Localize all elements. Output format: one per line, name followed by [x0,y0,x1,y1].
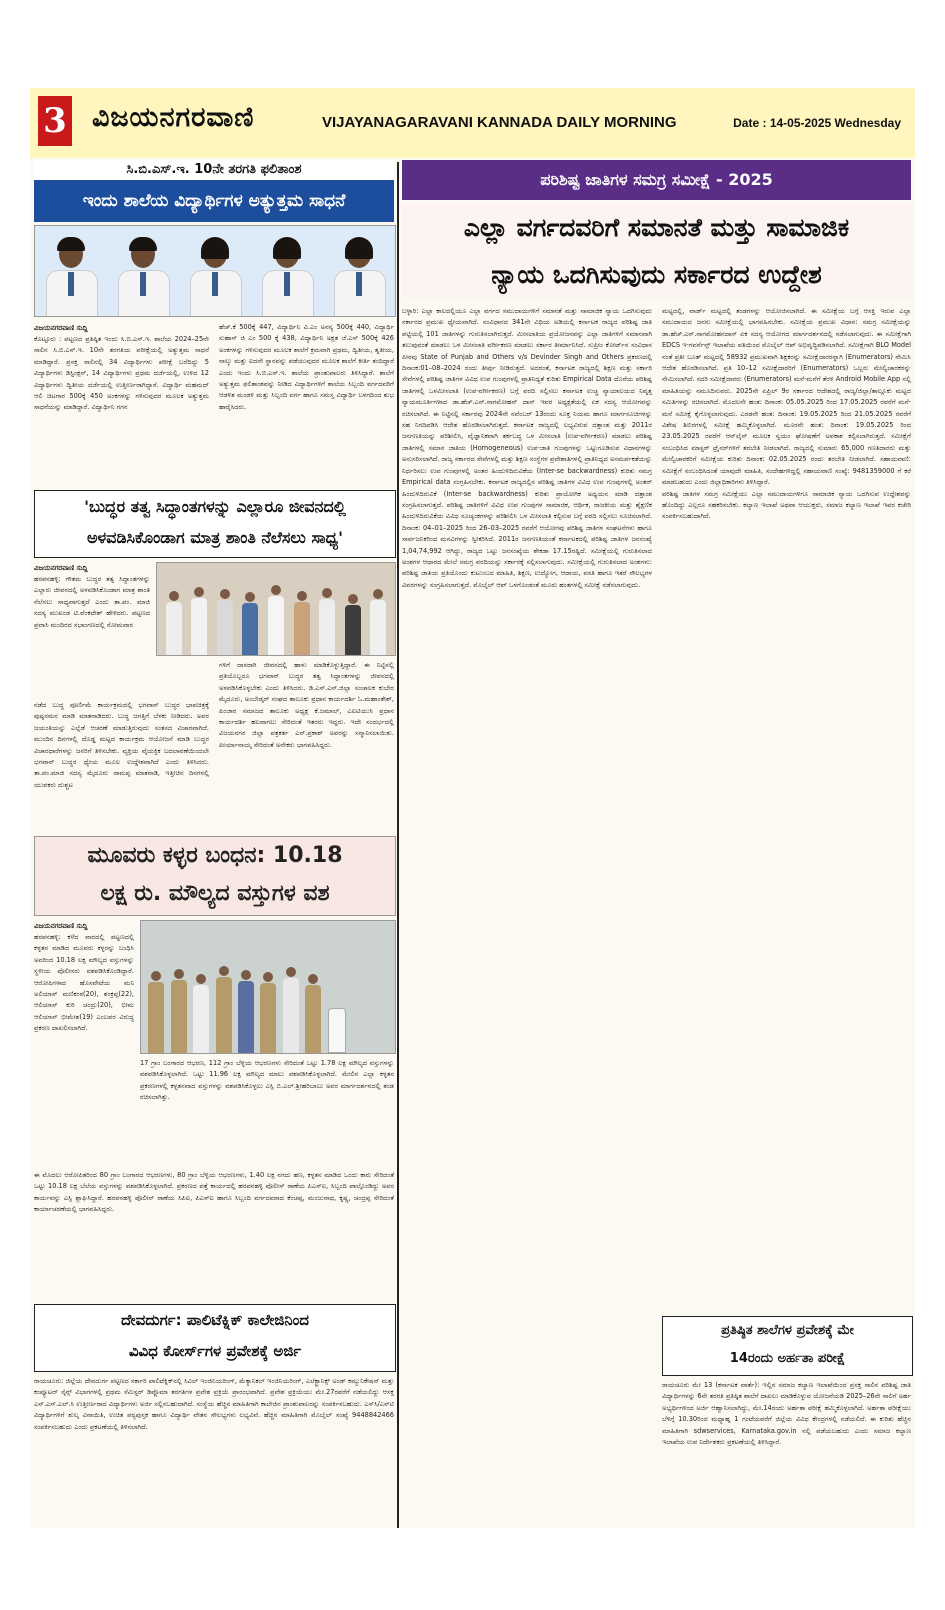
student-figure [114,234,172,316]
page-number: 3 [38,96,72,146]
main-story-headline-line2: ನ್ಯಾಯ ಒದಗಿಸುವುದು ಸರ್ಕಾರದ ಉದ್ದೇಶ [491,260,822,289]
story3-headline-line1: ಮೂವರು ಕಳ್ಳರ ಬಂಧನ: 10.18 [87,843,343,868]
buddha-purnima-photo [156,562,396,656]
story1-column-1 [34,322,209,486]
main-story-text-c: ಪರಿಶಿಷ್ಟ ಜಾತಿಗಳ ಸಮಗ್ರ ಸಮೀಕ್ಷೆಯು ಎಲ್ಲಾ ಸಮುದಾಯಗಳಿಗೂ ಸಾಮಾಜಿಕ ನ್ಯಾಯ ಒದಗಿಸುವ ಉದ್ದೇಶವನ್ನು ಹೊಂದಿದ್ದು ಎಲ್ಲರೂ ಸಹಕರಿಸಬೇಕು. ಕಲ್ಯಾಣ ಇಲಾಖೆ ಅಥವಾ ಆಯುಕ್ತರು, ಸಮಾಜ ಕಲ್ಯಾಣ ಇಲಾಖೆ ಇವರ ಕಚೇರಿ ಸಂಪರ್ಕಿಸಬಹುದಾಗಿದೆ. [662,489,911,521]
story3-text-a: ಹರಪನಹಳ್ಳಿ: ಕಳೆದ ವಾರದಲ್ಲಿ ಪಟ್ಟಣದಲ್ಲಿ ಕಳ್ಳತನ ಮಾಡಿದ ಮೂವರು ಕಳ್ಳರನ್ನು ಬಂಧಿಸಿ ಅವರಿಂದ 10.18 ಲಕ್ಷ ಮೌಲ್ಯದ ವಸ್ತುಗಳನ್ನು ಸ್ಥಳೀಯ ಪೊಲೀಸರು ವಶಪಡಿಸಿಕೊಂಡಿದ್ದಾರೆ. ಆರೋಪಿಗಳಾದ ಹೊಸಪೇಟೆಯ ಮನಿ ಅಲಿಯಾಸ್ ಮಣಿಕಂಠ(20), ಶಂಕ್ರಪ್ಪ(22), ಆಲಿಯಾಸ್ ಕುರಿ ಚಂದ್ರು(20), ಭೀಮ ಆಲಿಯಾಸ್ ಭೀಮೇಶ(19) ಎಂಬವರ ವಿರುದ್ಧ ಪ್ರಕರಣ ದಾಖಲಿಸಲಾಗಿದೆ. [34,933,134,1033]
student-figure [258,234,316,316]
story1-text-b: ಹೆಚ್.ಕೆ 500ಕ್ಕೆ 447, ವಿದ್ಯಾರ್ಥಿನಿ ವಿ.ಎಂ ಅನನ್ಯ 500ಕ್ಕೆ 440, ವಿದ್ಯಾರ್ಥಿ ಸುಹಾಸ್ ಜಿ ಎಂ 500 ಕ್ಕೆ 438, ವಿದ್ಯಾರ್ಥಿನಿ ಅಕ್ಷತ ಜೆ.ಎಸ್ 500ಕ್ಕೆ 426 ಅಂಕಗಳನ್ನು ಗಳಿಸುವುದರ ಮೂಲಕ ಶಾಲೆಗೆ ಕ್ರಮವಾಗಿ ಪ್ರಥಮ, ದ್ವಿತೀಯ, ತೃತೀಯ, ನಾಲ್ಕು ಮತ್ತು ಐದನೇ ಸ್ಥಾನವನ್ನು ಪಡೆಯುವುದರ ಮೂಲಕ ಶಾಲೆಗೆ ಕೀರ್ತಿ ತಂದಿದ್ದಾರೆ ಎಂದು ಇಂದು ಸಿ.ಬಿ.ಎಸ್.ಇ. ಶಾಲೆಯ ಪ್ರಾಂಶುಪಾಲರು ತಿಳಿಸಿದ್ದಾರೆ. ಶಾಲೆಗೆ ಅತ್ಯುತ್ತಮ ಫಲಿತಾಂಶವನ್ನು ನೀಡಿದ ವಿದ್ಯಾರ್ಥಿಗಳಿಗೆ ಶಾಲೆಯ ಸಿಬ್ಬಂದಿ ವರ್ಗದವರಿಗೆ ಆಡಳಿತ ಮಂಡಳಿ ಮತ್ತು ಸಿಬ್ಬಂದಿ ವರ್ಗ ಹಾಗೂ ಸಮಸ್ತ ವಿದ್ಯಾರ್ಥಿ ಬಳಗದಿಂದ ಶುಭ ಹಾರೈಸಿದರು. [219,323,394,411]
story4-body [34,1376,394,1526]
story2-text-b: ನಡೆದ ಬುದ್ಧ ಪೂರ್ಣಿಮೆ ಕಾರ್ಯಕ್ರಮದಲ್ಲಿ ಭಗವಾನ್ ಬುದ್ಧರ ಭಾವಚಿತ್ರಕ್ಕೆ ಪುಷ್ಪನಮನ ಮಾಡಿ ಮಾತನಾಡಿದರು. ಬುದ್ಧ ಜಗತ್ತಿಗೆ ಬೆಳಕು ನೀಡಿದರು. ಅವರ ಜಯಂತಿಯನ್ನು ಎಲ್ಲೆಡೆ ಆಚರಣೆ ಮಾಡುತ್ತಿರುವುದು ಸಂತಸದ ವಿಚಾರವಾಗಿದೆ. ಮುಂದಿನ ದಿನಗಳಲ್ಲಿ ದೊಡ್ಡ ಮಟ್ಟದ ಕಾರ್ಯಕ್ರಮ ಆಯೋಜನೆ ಮಾಡಿ ಬುದ್ಧರ ವಿಚಾರಧಾರೆಗಳನ್ನು ಜನರಿಗೆ ತಿಳಿಸಬೇಕು. ವ್ಯಕ್ತಿಯ ವೈಯಕ್ತಿಕ ಬದಲಾವಣೆಯಿಂದಲೇ ಭಗವಾನ್ ಬುದ್ಧರ ಧ್ಯೇಯ ಮೂಲ ಉದ್ದೇಶವಾಗಿದೆ ಎಂದು ತಿಳಿಸಿದರು. ತಾ.ಪಂ.ಮಾಜಿ ಸದಸ್ಯ ಮೈದೂರು ರಾಮಪ್ಪ ಮಾತನಾಡಿ, ಇತ್ತೀಚಿನ ದಿನಗಳಲ್ಲಿ ಯುವಕರು ದುಶ್ಚಟ [34,701,209,789]
story3-text-b: 17 ಗ್ರಾಂ ಬಂಗಾರದ ಆಭರಣ, 112 ಗ್ರಾಂ ಬೆಳ್ಳಿಯ ಆಭರಣಗಳು ಸೇರಿದಂತೆ ಒಟ್ಟು 1.78 ಲಕ್ಷ ಮೌಲ್ಯದ ವಸ್ತುಗಳನ್ನು ವಶಪಡಿಸಿಕೊಳ್ಳಲಾಗಿದೆ. ಒಟ್ಟು 11.96 ಲಕ್ಷ ಮೌಲ್ಯದ ಮಾಲು ವಶಪಡಿಸಿಕೊಳ್ಳಲಾಗಿದೆ. ಮೇಲಿನ ಎಲ್ಲಾ ಕಳ್ಳತನ ಪ್ರಕರಣಗಳಲ್ಲಿ ಕಳ್ಳತನವಾದ ವಸ್ತುಗಳನ್ನು ವಶಪಡಿಸಿಕೊಳ್ಳಲು ಎಸ್ಪಿ ಬಿ.ಎಲ್.ಶ್ರೀಹರಿಬಾಬು ಅವರ ಮಾರ್ಗದರ್ಶನದಲ್ಲಿ ತಂಡ ರಚಿಸಲಾಗಿತ್ತು. [140,1059,394,1102]
story5-text: ರಾಯಚೂರು ಮೇ 13 (ಕರ್ನಾಟಕ ವಾರ್ತೆ): ಇಲ್ಲಿನ ಸಮಾಜ ಕಲ್ಯಾಣ ಇಲಾಖೆಯಿಂದ ಪ್ರಸಕ್ತ ಸಾಲಿನ ಪರಿಶಿಷ್ಟ ಜಾತಿ ವಿದ್ಯಾರ್ಥಿಗಳನ್ನು 6ನೇ ತರಗತಿ ಪ್ರತಿಷ್ಠಿತ ಶಾಲೆಗೆ ದಾಖಲು ಮಾಡಿಕೊಳ್ಳುವ ಯೋಜನೆಯಡಿ 2025–26ನೇ ಸಾಲಿಗೆ ಅರ್ಹ ಅಭ್ಯರ್ಥಿಗಳಿಂದ ಅರ್ಜಿ ಆಹ್ವಾನಿಸಲಾಗಿದ್ದು, ಮೇ.14ರಂದು ಅರ್ಹತಾ ಪರೀಕ್ಷೆ ಹಮ್ಮಿಕೊಳ್ಳಲಾಗಿದೆ. ಅರ್ಹತಾ ಪರೀಕ್ಷೆಯು ಬೆಳಿಗ್ಗೆ 10.30ರಿಂದ ಮಧ್ಯಾಹ್ನ 1 ಗಂಟೆಯವರೆಗೆ ಜಿಲ್ಲೆಯ ವಿವಿಧ ಕೇಂದ್ರಗಳಲ್ಲಿ ನಡೆಯಲಿದೆ. ಈ ಕುರಿತು ಹೆಚ್ಚಿನ ಮಾಹಿತಿಗಾಗಿ sdwservices, Karnataka.gov.in ನಲ್ಲಿ ಪಡೆಯಬಹುದು ಎಂದು ಸಮಾಜ ಕಲ್ಯಾಣ ಇಲಾಖೆಯ ಉಪ ನಿರ್ದೇಶಕರು ಪ್ರಕಟಣೆಯಲ್ಲಿ ತಿಳಿಸಿದ್ದಾರೆ. [662,1381,911,1447]
main-story-text-b: ಮಟ್ಟದಲ್ಲಿ, ವಾರ್ಡ್ ಮಟ್ಟದಲ್ಲಿ ತಂಡಗಳನ್ನು ಆಯೋಜಿಸಲಾಗಿದೆ. ಈ ಸಮೀಕ್ಷೆಯ ಬಗ್ಗೆ ಆಸಕ್ತಿ ಇರುವ ಎಲ್ಲಾ ಸಮುದಾಯದ ಜನರು ಸಮೀಕ್ಷೆಯಲ್ಲಿ ಭಾಗವಹಿಸಬೇಕು. ಸಮೀಕ್ಷೆಯ ಪ್ರಮುಖ ವಿಧಾನ: ಸಮಗ್ರ ಸಮೀಕ್ಷೆಯನ್ನು ಡಾ.ಹೆಚ್.ಎನ್.ನಾಗಮೋಹನದಾಸ್ ಏಕ ಸದಸ್ಯ ಆಯೋಗದ ಮಾರ್ಗದರ್ಶನದಲ್ಲಿ ನಡೆಸಲಾಗುವುದು. ಈ ಸಮೀಕ್ಷೆಗಾಗಿ EDCS ಇ-ಗವರ್ನೆನ್ಸ್ ಇಲಾಖೆಯ ವತಿಯಿಂದ ಮೊಬೈಲ್ ಆಪ್ ಅಭಿವೃದ್ಧಿಪಡಿಸಲಾಗಿದೆ. ಸಮೀಕ್ಷೆಗಾಗಿ BLO Model ನಂತೆ ಪ್ರತೀ ಬೂತ್ ಮಟ್ಟದಲ್ಲಿ 58932 ಪ್ರಮುಖವಾಗಿ ಶಿಕ್ಷಕರನ್ನು ಸಮೀಕ್ಷೆದಾರರನ್ನಾಗಿ (Enumerators) ನೇಮಿಸಿ ಆದೇಶ ಹೊರಡಿಸಲಾಗಿದೆ. ಪ್ರತಿ 10–12 ಸಮೀಕ್ಷೆದಾರರಿಗೆ (Enumerators) ಒಬ್ಬರು ಮೇಲ್ವಿಚಾರಕರನ್ನು ನೇಮಿಸಲಾಗಿದೆ. ಸದರಿ ಸಮೀಕ್ಷೆದಾರರು (Enumerators) ಮನೆ-ಮನೆಗೆ ತೆರಳಿ Android Mobile App ನಲ್ಲಿ ಮಾಹಿತಿಯನ್ನು ನಮೂದಿಸುವರು. 2025ನೇ ಏಪ್ರಿಲ್ 9ರ ಸರ್ಕಾರದ ಆದೇಶದಲ್ಲಿ ರಾಜ್ಯ/ಜಿಲ್ಲಾ/ತಾಲ್ಲೂಕು ಮಟ್ಟದ ಸಮಿತಿಗಳನ್ನು ರಚಿಸಲಾಗಿದೆ. ಮೊದಲನೇ ಹಂತ: ದಿನಾಂಕ: 05.05.2025 ರಿಂದ 17.05.2025 ರವರೆಗೆ ಮನೆ-ಮನೆ ಸಮೀಕ್ಷೆ ಕೈಗೊಳ್ಳಲಾಗುವುದು. ಎರಡನೇ ಹಂತ: ದಿನಾಂಕ: 19.05.2025 ರಿಂದ 21.05.2025 ರವರೆಗೆ ವಿಶೇಷ ಶಿಬಿರಗಳಲ್ಲಿ ಸಮೀಕ್ಷೆ ಹಮ್ಮಿಕೊಳ್ಳಲಾಗಿದೆ. ಮೂರನೇ ಹಂತ: ದಿನಾಂಕ: 19.05.2025 ರಿಂದ 23.05.2025 ರವರೆಗೆ ಆನ್‌ಲೈನ್ ಮೂಲಕ ಸ್ವಯಂ ಘೋಷಣೆಗೆ ಅವಕಾಶ ಕಲ್ಪಿಸಲಾಗಿರುತ್ತದೆ. ಸಮೀಕ್ಷೆಗೆ ಸಂಬಂಧಿಸಿದ ಮಾಸ್ಟರ್ ಟ್ರೈನರ್‌ಗಳಿಗೆ ತರಬೇತಿ ನೀಡಲಾಗಿದೆ. ರಾಜ್ಯದಲ್ಲಿ ಸುಮಾರು 65,000 ಗಣತಿದಾರರು ಮತ್ತು ಮೇಲ್ವಿಚಾರಕರಿಗೆ ಸಮೀಕ್ಷೆಯ ಕುರಿತು ದಿನಾಂಕ: 02.05.2025 ರಂದು ತರಬೇತಿ ನೀಡಲಾಗಿದೆ. ಸಹಾಯವಾಣಿ: ಸಮೀಕ್ಷೆಗೆ ಸಂಬಂಧಿಸಿದಂತೆ ಯಾವುದೇ ಮಾಹಿತಿ, ಸಂದೇಹಗಳಿದ್ದಲ್ಲಿ ಸಹಾಯವಾಣಿ ಸಂಖ್ಯೆ: 9481359000 ಗೆ ಕರೆ ಮಾಡಬಹುದು ಎಂದು ಜಿಲ್ಲಾಧಿಕಾರಿಗಳು ತಿಳಿಸಿದ್ದಾರೆ. [662,307,911,487]
story3-column-1 [34,920,134,1168]
paper-title-kannada: ವಿಜಯನಗರವಾಣಿ [92,102,255,133]
story4-headline-line2: ವಿವಿಧ ಕೋರ್ಸ್‌ಗಳ ಪ್ರವೇಶಕ್ಕೆ ಅರ್ಜಿ [128,1342,302,1360]
story3-column-2 [140,1058,394,1168]
main-story-column-1 [402,306,652,1524]
masthead [30,88,915,158]
story4-headline-line1: ದೇವದುರ್ಗ: ಪಾಲಿಟೆಕ್ನಿಕ್ ಕಾಲೇಜಿನಿಂದ [120,1311,309,1329]
newspaper-page [30,88,915,1528]
police-seizure-photo [140,920,396,1054]
story1-body [34,322,394,486]
story2-column-3 [219,660,394,830]
story4-headline [34,1304,396,1372]
story2-headline-line2: ಅಳವಡಿಸಿಕೊಂಡಾಗ ಮಾತ್ರ ಶಾಂತಿ ನೆಲೆಸಲು ಸಾಧ್ಯ' [86,528,344,547]
story2-headline [34,490,396,558]
story5-body [662,1380,911,1524]
paper-title-english: VIJAYANAGARAVANI KANNADA DAILY MORNING [322,114,677,131]
story3-text-c: ಈ ಮೊದಲು ಆರೋಪಿತರಿಂದ 80 ಗ್ರಾಂ ಬಂಗಾರದ ಆಭರಣಗಳು, 80 ಗ್ರಾಂ ಬೆಳ್ಳಿಯ ಆಭರಣಗಳು, 1.40 ಲಕ್ಷ ನಗದು ಹಣ, ಕಳ್ಳತನ ಮಾಡಿದ ಒಂದು ಕಾರು ಸೇರಿದಂತೆ ಒಟ್ಟು 10.18 ಲಕ್ಷ ಬೆಲೆಯ ವಸ್ತುಗಳನ್ನು ವಶಪಡಿಸಿಕೊಳ್ಳಲಾಗಿದೆ. ಪ್ರಕರಣದ ಪತ್ತೆ ಕಾರ್ಯದಲ್ಲಿ ಹರಪನಹಳ್ಳಿ ಪೊಲೀಸ್ ಠಾಣೆಯ ಪಿಎಸ್ಐ, ಸಿಬ್ಬಂದಿ ಪಾಲ್ಗೊಂಡಿದ್ದು ಅವರ ಕಾರ್ಯವನ್ನು ಎಸ್ಪಿ ಶ್ಲಾಘಿಸಿದ್ದಾರೆ. ಹರಪನಹಳ್ಳಿ ಪೊಲೀಸ್ ಠಾಣೆಯ ಸಿಪಿಐ, ಪಿಎಸ್ಐ ಹಾಗೂ ಸಿಬ್ಬಂದಿ ವರ್ಗದವರಾದ ಕೆಂಚಪ್ಪ, ಮಂಜುನಾಥ, ಕೃಷ್ಣ, ಚಂದ್ರಪ್ಪ ಸೇರಿದಂತೆ ಕಾರ್ಯಾಚರಣೆಯಲ್ಲಿ ಭಾಗವಹಿಸಿದ್ದರು. [34,1171,394,1214]
story1-column-2 [219,322,394,486]
main-story-text-a: ಬಳ್ಳಾರಿ: ಎಲ್ಲಾ ಕಾಲದಲ್ಲಿಯೂ ಎಲ್ಲಾ ವರ್ಗದ ಸಮುದಾಯಗಳಿಗೆ ಸಮಾನತೆ ಮತ್ತು ಸಾಮಾಜಿಕ ನ್ಯಾಯ ಒದಗಿಸುವುದು ಸರ್ಕಾರದ ಪ್ರಮುಖ ಧ್ಯೇಯವಾಗಿದೆ. ಸಂವಿಧಾನದ 341ನೇ ವಿಧಿಯ ಅಡಿಯಲ್ಲಿ ಕರ್ನಾಟಕ ರಾಜ್ಯದ ಪರಿಶಿಷ್ಟ ಜಾತಿ ಪಟ್ಟಿಯಲ್ಲಿ 101 ಜಾತಿಗಳನ್ನು ಗುರುತಿಸಲಾಗಿರುತ್ತದೆ. ಮೀಸಲಾತಿಯ ಪ್ರಯೋಜನವನ್ನು ಎಲ್ಲಾ ಜಾತಿಗಳಿಗೆ ಸಮಾನವಾಗಿ ತಲುಪುವಂತೆ ಮಾಡಲು ಒಳ ಮೀಸಲಾತಿ ವರ್ಗೀಕರಣ ಮಾಡಲು ಸರ್ಕಾರ ತೀರ್ಮಾನಿಸಿದೆ. ಸುಪ್ರೀಂ ಕೋರ್ಟ್‌ನ ಸಂವಿಧಾನ ಪೀಠವು State of Punjab and Others v/s Devinder Singh and Others ಪ್ರಕರಣದಲ್ಲಿ ದಿನಾಂಕ:01–08–2024 ರಂದು ತೀರ್ಪು ನೀಡಿರುತ್ತದೆ. ಅದರಂತೆ, ಕರ್ನಾಟಕ ರಾಜ್ಯದಲ್ಲಿ ಶಿಕ್ಷಣ ಮತ್ತು ಸರ್ಕಾರಿ ಸೇವೆಗಳಲ್ಲಿ ಪರಿಶಿಷ್ಟ ಜಾತಿಗಳ ವಿವಿಧ ಉಪ ಗುಂಪುಗಳಲ್ಲಿ ಪ್ರಾತಿನಿಧ್ಯತೆ ಕುರಿತು Empirical Data ದೊರೆಯ ಪರಿಶಿಷ್ಟ ಜಾತಿಗಳಲ್ಲಿ ಒಳಮೀಸಲಾತಿ (ಉಪ-ವರ್ಗೀಕರಣ) ಬಗ್ಗೆ ವರದಿ ಸಲ್ಲಿಸಲು ಕರ್ನಾಟಕ ಉಚ್ಚ ನ್ಯಾಯಾಲಯದ ನಿವೃತ್ತ ನ್ಯಾಯಮೂರ್ತಿಗಳಾದ ಡಾ.ಹೆಚ್.ಎನ್.ನಾಗಮೋಹನ್ ದಾಸ್ ಇವರ ಅಧ್ಯಕ್ಷತೆಯಲ್ಲಿ ಏಕ ಸದಸ್ಯ ಆಯೋಗವನ್ನು ರಚಿಸಲಾಗಿದೆ. ಈ ನಿಟ್ಟಿನಲ್ಲಿ ಸರ್ಕಾರವು 2024ನೇ ನವೆಂಬರ್ 13ರಂದು ಸೂಕ್ತ ನಿಯಮ ಹಾಗೂ ಮಾರ್ಗಸೂಚಿಗಳನ್ನು ಸಹ ನಿಗದಿಪಡಿಸಿ ಆದೇಶ ಹೊರಡಿಸಲಾಗಿರುತ್ತದೆ. ಕರ್ನಾಟಕ ರಾಜ್ಯದಲ್ಲಿ ಲಭ್ಯವಿರುವ ದತ್ತಾಂಶ ಮತ್ತು 2011ರ ಜನಗಣತಿಯನ್ನು ಪರಿಶೀಲಿಸಿ, ವೈಜ್ಞಾನಿಕವಾಗಿ ತರ್ಕಬದ್ಧ ಒಳ ಮೀಸಲಾತಿ (ಉಪ-ವರ್ಗೀಕರಣ) ಮಾಡಲು ಪರಿಶಿಷ್ಟ ಜಾತಿಗಳಲ್ಲಿ ಸಮಾನ ಜಾತಿಯ (Homogeneous) ಉಪ-ಜಾತಿ ಗುಂಪುಗಳನ್ನು ಒಟ್ಟುಗೂಡಿಸುವ ವಿಧಾನಗಳನ್ನು ಅನುಸರಿಸಲಾಗಿದೆ. ರಾಜ್ಯ ಸರ್ಕಾರದ ಸೇವೆಗಳಲ್ಲಿ ಮತ್ತು ಶಿಕ್ಷಣ ಸಂಸ್ಥೆಗಳ ಪ್ರವೇಶಾತಿಗಳಲ್ಲಿ ಪ್ರಾತಿನಿಧ್ಯದ ಅಸಮರ್ಪಕತೆಯನ್ನು ನಿರ್ಧರಿಸಲು ಉಪ ಗುಂಪುಗಳಲ್ಲಿ ಅಂತರ ಹಿಂದುಳಿದಿರುವಿಕೆಯ (Inter-se backwardness) ಕುರಿತು ಸಮಗ್ರ Empirical data ಸಂಗ್ರಹಿಸಬೇಕು. ಕರ್ನಾಟಕ ರಾಜ್ಯದಲ್ಲಿನ ಪರಿಶಿಷ್ಟ ಜಾತಿಗಳ ವಿವಿಧ ಉಪ ಗುಂಪುಗಳಲ್ಲಿ ಅಂತರ್ ಹಿಂದುಳಿದಿರುವಿಕೆ (Inter-se backwardness) ಕುರಿತು ಪ್ರಾಯೋಗಿಕ ಅಧ್ಯಯನ ಮಾಡಿ ದತ್ತಾಂಶ ಸಂಗ್ರಹಿಸಲಾಗುತ್ತದೆ. ಪರಿಶಿಷ್ಟ ಜಾತಿಗಳಿಗೆ ವಿವಿಧ ಉಪ ಗುಂಪುಗಳ ಸಾಮಾಜಿಕ, ಆರ್ಥಿಕ, ರಾಜಕೀಯ ಮತ್ತು ಶೈಕ್ಷಣಿಕ ಹಿಂದುಳಿದಿರುವಿಕೆಯ ವಿವಿಧ ಸೂಚ್ಯಂಕಗಳನ್ನು ಪರಿಶೀಲಿಸಿ ಒಳ ಮೀಸಲಾತಿ ಕಲ್ಪಿಸುವ ಬಗ್ಗೆ ವರದಿ ಸಲ್ಲಿಸಲು ಸೂಚಿಸಲಾಗಿದೆ. ದಿನಾಂಕ: 04–01–2025 ರಿಂದ 26–03–2025 ರವರೆಗೆ ಆಯೋಗವು ಪರಿಶಿಷ್ಟ ಜಾತಿಗಳ ಸಂಘಟನೆಗಳು ಹಾಗೂ ಸಾರ್ವಜನಿಕರಿಂದ ಮನವಿಗಳನ್ನು ಸ್ವೀಕರಿಸಿದೆ. 2011ರ ಜನಗಣತಿಯಂತೆ ಕರ್ನಾಟಕದಲ್ಲಿ ಪರಿಶಿಷ್ಟ ಜಾತಿಗಳ ಜನಸಂಖ್ಯೆ 1,04,74,992 ಆಗಿದ್ದು, ರಾಜ್ಯದ ಒಟ್ಟು ಜನಸಂಖ್ಯೆಯ ಶೇಕಡಾ 17.15ರಷ್ಟಿದೆ. ಸಮೀಕ್ಷೆಯಲ್ಲಿ ಗುರುತಿಸಲಾದ ಅಂಶಗಳ ಆಧಾರದ ಮೇಲೆ ಸಮಗ್ರ ವರದಿಯನ್ನು ಸರ್ಕಾರಕ್ಕೆ ಸಲ್ಲಿಸಲಾಗುವುದು. ಸಮೀಕ್ಷೆಯಲ್ಲಿ ಗುರುತಿಸಲಾದ ಅಂಶಗಳು: ಪರಿಶಿಷ್ಟ ಜಾತಿಯ ಪ್ರತಿಯೊಂದು ಕುಟುಂಬದ ಮಾಹಿತಿ, ಶಿಕ್ಷಣ, ಉದ್ಯೋಗ, ಆದಾಯ, ವಸತಿ ಹಾಗೂ ಇತರೆ ಸೌಲಭ್ಯಗಳ ವಿವರಗಳನ್ನು ಸಂಗ್ರಹಿಸಲಾಗುತ್ತದೆ. ಮೊಬೈಲ್ ಆಪ್ ಒಳಗೊಂಡಂತೆ ಮೂರು ಹಂತಗಳಲ್ಲಿ ಸಮೀಕ್ಷೆ ನಡೆಸಲಾಗುವುದು. [402,307,652,589]
story4-text: ರಾಯಚೂರು: ಜಿಲ್ಲೆಯ ದೇವದುರ್ಗ ಪಟ್ಟಣದ ಸರ್ಕಾರಿ ಪಾಲಿಟೆಕ್ನಿಕ್‌ನಲ್ಲಿ ಸಿವಿಲ್ ಇಂಜಿನಿಯರಿಂಗ್, ಮೆಕ್ಯಾನಿಕಲ್ ಇಂಜಿನಿಯರಿಂಗ್, ಎಲೆಕ್ಟ್ರಾನಿಕ್ಸ್ ಅಂಡ್ ಕಮ್ಯುನಿಕೇಷನ್ ಮತ್ತು ಕಂಪ್ಯೂಟರ್ ಸೈನ್ಸ್ ವಿಭಾಗಗಳಲ್ಲಿ ಪ್ರಥಮ ಸೆಮಿಸ್ಟರ್ ಡಿಪ್ಲೊಮಾ ತರಗತಿಗಳ ಪ್ರವೇಶ ಪ್ರಕ್ರಿಯೆ ಪ್ರಾರಂಭವಾಗಿದೆ. ಪ್ರವೇಶ ಪ್ರಕ್ರಿಯೆಯು ಮೇ.27ರವರೆಗೆ ನಡೆಯಲಿದ್ದು ಆಸಕ್ತ ಎಸ್.ಎಸ್.ಎಲ್.ಸಿ ಉತ್ತೀರ್ಣರಾದ ವಿದ್ಯಾರ್ಥಿಗಳು ಅರ್ಜಿ ಸಲ್ಲಿಸಬಹುದಾಗಿದೆ. ಸಂಸ್ಥೆಯ ಹೆಚ್ಚಿನ ಮಾಹಿತಿಗಾಗಿ ಕಾಲೇಜಿನ ಪ್ರಾಂಶುಪಾಲರನ್ನು ಸಂಪರ್ಕಿಸಬಹುದು. ಎಸ್‌ಸಿ/ಎಸ್‌ಟಿ ವಿದ್ಯಾರ್ಥಿಗಳಿಗೆ ಶುಲ್ಕ ವಿನಾಯಿತಿ, ಉಚಿತ ಪಠ್ಯಪುಸ್ತಕ ಹಾಗೂ ವಿದ್ಯಾರ್ಥಿ ವೇತನ ಸೌಲಭ್ಯಗಳು ಲಭ್ಯವಿವೆ. ಹೆಚ್ಚಿನ ಮಾಹಿತಿಗಾಗಿ ಮೊಬೈಲ್ ಸಂಖ್ಯೆ 9448842466 ಸಂಪರ್ಕಿಸಬಹುದು ಎಂದು ಪ್ರಕಟಣೆಯಲ್ಲಿ ತಿಳಿಸಲಾಗಿದೆ. [34,1377,394,1431]
story2-text-a: ಹರಪನಹಳ್ಳಿ: ಗೌತಮ ಬುದ್ಧರ ತತ್ವ ಸಿದ್ಧಾಂತಗಳನ್ನು ಎಲ್ಲಾರು ಜೀವನದಲ್ಲಿ ಅಳವಡಿಸಿಕೊಂಡಾಗ ಮಾತ್ರ ಶಾಂತಿ ನೆಲೆಸಲು ಸಾಧ್ಯವಾಗುತ್ತದೆ ಎಂದು ತಾ.ಪಂ. ಮಾಜಿ ಸದಸ್ಯ ಮುಖಂಡ ಟಿ.ವೆಂಕಟೇಶ್ ಹೇಳಿದರು. ಪಟ್ಟಣದ ಪ್ರವಾಸಿ ಮಂದಿರದ ಸಭಾಂಗಣದಲ್ಲಿ ಸೋಮವಾರ [34,575,150,629]
story5-headline-line2: 14ರಂದು ಅರ್ಹತಾ ಪರೀಕ್ಷೆ [729,1351,846,1366]
story3-headline-line2: ಲಕ್ಷ ರು. ಮೌಲ್ಯದ ವಸ್ತುಗಳ ವಶ [100,881,330,906]
story2-text-c: ಗಳಿಗೆ ದಾಸರಾಗಿ ಜೀವನದಲ್ಲಿ ಹಾಳು ಮಾಡಿಕೊಳ್ಳುತ್ತಿದ್ದಾರೆ. ಈ ನಿಟ್ಟಿನಲ್ಲಿ ಪ್ರತಿಯೊಬ್ಬರೂ ಭಗವಾನ್ ಬುದ್ಧರ ತತ್ವ ಸಿದ್ಧಾಂತಗಳನ್ನು ಜೀವನದಲ್ಲಿ ಅಳವಡಿಸಿಕೊಳ್ಳಬೇಕು ಎಂದು ತಿಳಿಸಿದರು. ಡಿ.ಎಸ್.ಎಸ್.ಜಿಲ್ಲಾ ಸಂಚಾಲಕ ಕುಬೇರ ಮೈದೂರು, ಅಂಬೇಡ್ಕರ್ ಸಂಘದ ತಾಲೂಕು ಪ್ರಧಾನ ಕಾರ್ಯದರ್ಶಿ ಓ.ಮಹಾಂತೇಶ್, ಪಿಂಜಾರ ಸಮಾಜದ ತಾಲೂಕು ಅಧ್ಯಕ್ಷ ಕೆ.ಜಮಾಲ್, ಎಐಟಿಯುಸಿ ಪ್ರಧಾನ ಕಾರ್ಯದರ್ಶಿ ಹಲವಾಗಲು ಸೇರಿದಂತೆ ಇತರರು ಇದ್ದರು. ಇದೇ ಸಂದರ್ಭದಲ್ಲಿ ವಿಜಯನಗರ ಜಿಲ್ಲಾ ಪತ್ರಕರ್ತ ಎನ್.ಪ್ರಕಾಶ್ ಅವರನ್ನು ಸನ್ಮಾನಿಸಲಾಯಿತು. ಪೀರ್ಯಾನಾಯ್ಕ ಸೇರಿದಂತೆ ಅನೇಕರು ಭಾಗವಹಿಸಿದ್ದರು. [219,661,394,749]
story2-column-2 [34,700,209,830]
student-figure [186,234,244,316]
story3-headline [34,836,396,916]
story1-kicker: ಸಿ.ಬಿ.ಎಸ್.ಇ. 10ನೇ ತರಗತಿ ಫಲಿತಾಂಶ [34,160,394,180]
story1-dateline: ವಿಜಯನಗರವಾಣಿ ಸುದ್ದಿ [34,324,88,332]
story2-dateline: ವಿಜಯನಗರವಾಣಿ ಸುದ್ದಿ [34,564,88,572]
story3-dateline: ವಿಜಯನಗರವಾಣಿ ಸುದ್ದಿ [34,922,88,930]
issue-date: Date : 14-05-2025 Wednesday [733,116,901,130]
story5-headline-line1: ಪ್ರತಿಷ್ಠಿತ ಶಾಲೆಗಳ ಪ್ರವೇಶಕ್ಕೆ ಮೇ [721,1323,854,1338]
main-story-kicker: ಪರಿಶಿಷ್ಟ ಜಾತಿಗಳ ಸಮಗ್ರ ಸಮೀಕ್ಷೆ - 2025 [402,160,911,200]
student-figure [42,234,100,316]
students-photo [34,225,396,317]
student-figure [330,234,388,316]
main-story-headline-line1: ಎಲ್ಲಾ ವರ್ಗದವರಿಗೆ ಸಮಾನತೆ ಮತ್ತು ಸಾಮಾಜಿಕ [463,213,850,242]
main-story-column-2 [662,306,911,1310]
story2-column-1 [34,562,150,694]
story5-headline [662,1316,913,1376]
column-divider [397,162,399,1528]
main-story-headline [402,204,911,298]
story1-text-a: ಕೊಟ್ಟೂರು : ಪಟ್ಟಣದ ಪ್ರತಿಷ್ಠಿತ ಇಂದು ಸಿ.ಬಿ.ಎಸ್.ಇ. ಶಾಲೆಯ 2024–25ನೇ ಸಾಲಿನ ಸಿ.ಬಿ.ಎಸ್.ಇ. 10ನೇ ತರಗತಿಯ ಪರೀಕ್ಷೆಯಲ್ಲಿ ಅತ್ಯುತ್ತಮ ಸಾಧನೆ ಮಾಡಿದ್ದಾರೆ. ಪ್ರಸಕ್ತ ಸಾಲಿನಲ್ಲಿ 34 ವಿದ್ಯಾರ್ಥಿಗಳು ಪರೀಕ್ಷೆ ಬರೆದಿದ್ದು 5 ವಿದ್ಯಾರ್ಥಿಗಳು ಡಿಸ್ಟಿಂಕ್ಷನ್, 14 ವಿದ್ಯಾರ್ಥಿಗಳು ಪ್ರಥಮ ದರ್ಜೆಯಲ್ಲಿ, ಉಳಿದ 12 ವಿದ್ಯಾರ್ಥಿಗಳು ದ್ವಿತೀಯ ದರ್ಜೆಯಲ್ಲಿ ಉತ್ತೀರ್ಣರಾಗಿದ್ದಾರೆ. ವಿದ್ಯಾರ್ಥಿ ಮಹಮದ್ ಆಲಿ ಚಿಟಗಾರ 500ಕ್ಕೆ 450 ಅಂಕಗಳನ್ನು ಗಳಿಸುವುದರ ಮೂಲಕ ಅತ್ಯುತ್ತಮ ಸಾಧನೆಯನ್ನು ಮಾಡಿದ್ದಾರೆ. ವಿದ್ಯಾರ್ಥಿನಿ ಗಗನ [34,335,209,412]
story3-column-3 [34,1170,394,1298]
story1-headline: ಇಂದು ಶಾಲೆಯ ವಿದ್ಯಾರ್ಥಿಗಳ ಅತ್ಯುತ್ತಮ ಸಾಧನೆ [34,180,394,222]
story2-headline-line1: 'ಬುದ್ಧರ ತತ್ವ ಸಿದ್ಧಾಂತಗಳನ್ನು ಎಲ್ಲಾರೂ ಜೀವನದಲ್ಲಿ [84,497,346,516]
